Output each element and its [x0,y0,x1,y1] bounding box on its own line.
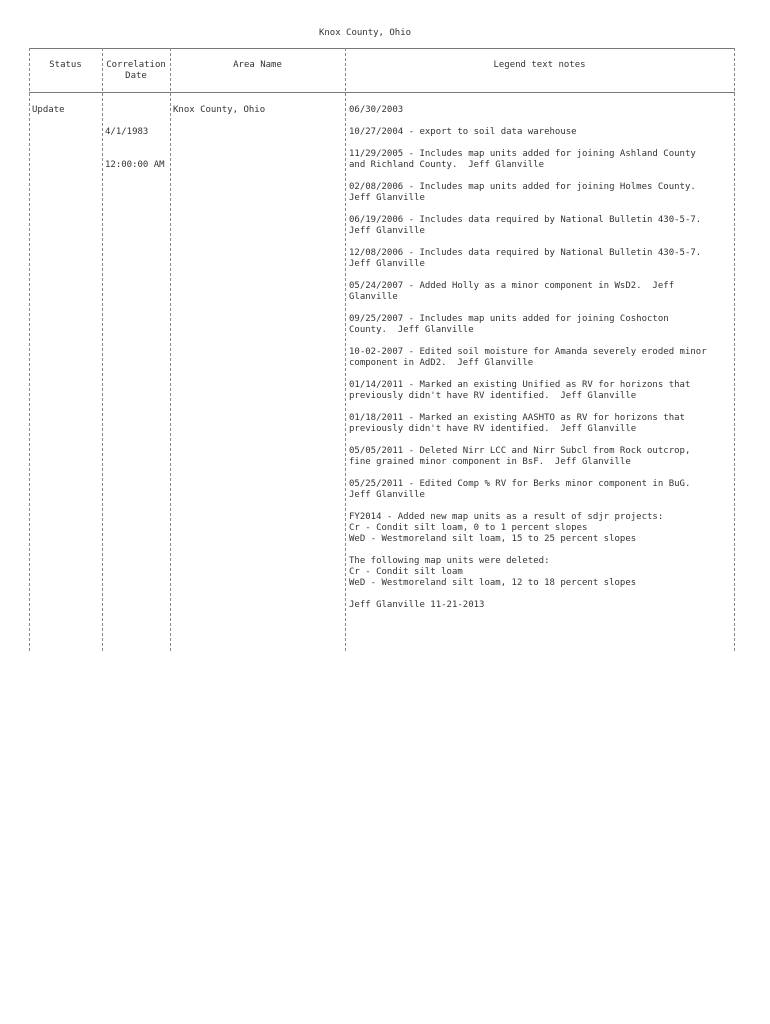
row-correlation-date [105,105,165,193]
header-legend-notes: Legend text notes [493,60,586,70]
row-status: Update [32,105,65,115]
header-status: Status [49,60,82,70]
legend-notes [349,105,729,622]
legend-note: 12/08/2006 - Includes data required by National Bulletin 430-5-7. Jeff Glanville [349,248,702,269]
table-top-rule [29,48,735,49]
column-divider [345,48,346,651]
header-area-name: Area Name [233,60,282,70]
legend-report-table [29,48,735,651]
row-area-name: Knox County, Ohio [173,105,266,115]
row-date-line2: 12:00:00 AM [105,160,165,170]
legend-note: 11/29/2005 - Includes map units added for joining Ashland County and Richland County. Jeff Glanville [349,149,696,170]
column-divider [102,48,103,651]
legend-note: 05/05/2011 - Deleted Nirr LCC and Nirr Subcl from Rock outcrop, fine grained minor component in BsF. Jeff Glanville [349,446,691,467]
page-title: Knox County, Ohio [318,28,412,38]
legend-note: 06/19/2006 - Includes data required by National Bulletin 430-5-7. Jeff Glanville [349,215,702,236]
row-date-line1: 4/1/1983 [105,127,149,137]
legend-note: 01/18/2011 - Marked an existing AASHTO as RV for horizons that previously didn't have RV identified. Jeff Glanville [349,413,685,434]
legend-note: The following map units were deleted: Cr - Condit silt loam WeD - Westmoreland silt loam, 12 to 18 percent slopes [349,556,637,588]
column-divider [734,48,735,651]
legend-note: 06/30/2003 [349,105,404,115]
legend-note: FY2014 - Added new map units as a result of sdjr projects: Cr - Condit silt loam, 0 to 1 percent slopes WeD - Westmoreland silt loam, 15 to 25 percent slopes [349,512,664,544]
legend-note: 05/25/2011 - Edited Comp % RV for Berks minor component in BuG. Jeff Glanville [349,479,691,500]
column-divider [170,48,171,651]
legend-note: 10-02-2007 - Edited soil moisture for Amanda severely eroded minor component in AdD2. Jeff Glanville [349,347,707,368]
header-correlation-date-line2: Date [125,71,147,81]
legend-note: 01/14/2011 - Marked an existing Unified as RV for horizons that previously didn't have RV identified. Jeff Glanville [349,380,691,401]
header-correlation-date [102,60,170,82]
legend-note: 05/24/2007 - Added Holly as a minor component in WsD2. Jeff Glanville [349,281,675,302]
legend-note: 09/25/2007 - Includes map units added for joining Coshocton County. Jeff Glanville [349,314,669,335]
legend-note: 10/27/2004 - export to soil data warehouse [349,127,577,137]
header-correlation-date-line1: Correlation [106,60,166,70]
header-bottom-rule [29,92,735,93]
legend-note: Jeff Glanville 11-21-2013 [349,600,485,610]
legend-note: 02/08/2006 - Includes map units added for joining Holmes County. Jeff Glanville [349,182,696,203]
column-divider [29,48,30,651]
